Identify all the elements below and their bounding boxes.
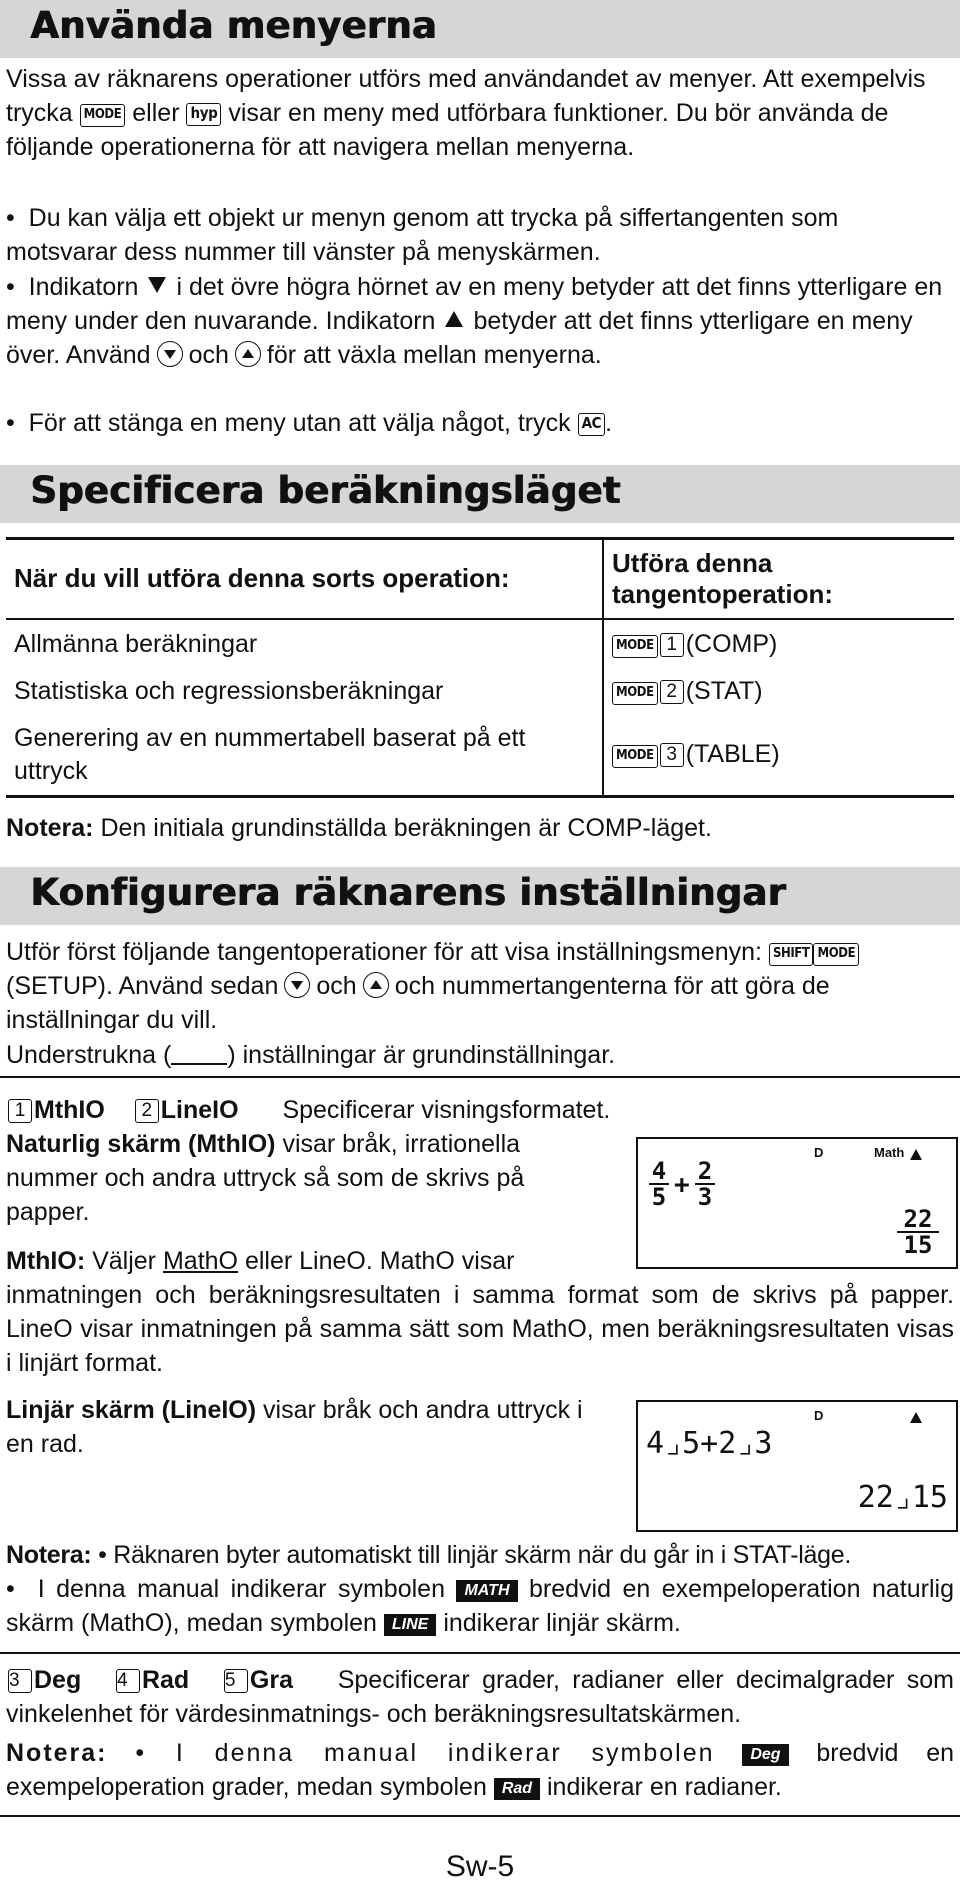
up-triangle-icon [910, 1149, 922, 1160]
section-title: Specificera beräkningsläget [30, 469, 621, 512]
down-triangle-icon [148, 277, 166, 293]
up-arrow-key-icon [363, 972, 389, 998]
section-header-menus [0, 0, 960, 58]
mode-table [6, 537, 954, 798]
display-note-badges: • I denna manual indikerar symbolen MATH bredvid en exempeloperation naturlig skärm (MathO), medan symbolen LINE indikerar linjär skärm. [6, 1572, 954, 1640]
bullet-indicators: • Indikatorn i det övre högra hörnet av en meny betyder att det finns ytterligare en meny under den nuvarande. Indikatorn betyder att det finns ytterligare en meny över. Använd och för att växla mellan menyerna. [6, 270, 954, 372]
angle-unit-option: 3 Deg 4 Rad 5 Gra Specificerar grader, radianer eller decimalgrader som vinkelenhet för värdesinmatnings- och beräkningsresultatskärmen. [6, 1666, 954, 1728]
natural-display-screen: D Math 4 5 + 2 3 22 15 [636, 1137, 958, 1269]
down-arrow-key-icon [157, 341, 183, 367]
section-title: Konfigurera räknarens inställningar [30, 871, 786, 914]
down-arrow-key-icon [284, 972, 310, 998]
fraction: 4 5 [648, 1159, 670, 1209]
settings-intro: Utför först följande tangentoperationer för att visa inställningsmenyn: SHIFT MODE(SETUP). Använd sedan och och nummertangenterna för att göra de inställningar du vill. [6, 935, 954, 1037]
table-row: Generering av en nummertabell baserat på ett uttryck MODE 3 (TABLE) [6, 715, 954, 797]
angle-note: Notera: • I denna manual indikerar symbolen Deg bredvid en exempeloperation grader, medan symbolen Rad indikerar en radianer. [6, 1736, 954, 1804]
display-format-option: 1 MthIO 2 LineIO Specificerar visningsformatet. [6, 1093, 954, 1127]
divider [0, 1815, 960, 1817]
natural-display-text: Naturlig skärm (MthIO) visar bråk, irrationella nummer och andra uttryck så som de skrivs på papper. [6, 1130, 525, 1226]
up-arrow-key-icon [235, 341, 261, 367]
table-row: Statistiska och regressionsberäkningar MODE 2 (STAT) [6, 669, 954, 715]
underline-sample [171, 1063, 227, 1065]
deg-badge: Deg [742, 1744, 788, 1766]
bullet-close-menu: • För att stänga en meny utan att välja något, tryck AC . [6, 406, 954, 440]
underline-note: Understrukna ( ) inställningar är grundinställningar. [6, 1041, 616, 1069]
section-header-settings [0, 867, 960, 925]
bullet-select-item: • Du kan välja ett objekt ur menyn genom att trycka på siffertangenten som motsvarar dess nummer till vänster på menyskärmen. [6, 201, 954, 269]
hyp-key: hyp [186, 103, 221, 126]
fraction: 2 3 [694, 1159, 716, 1209]
mode-key: MODE [813, 943, 859, 966]
line-badge: LINE [384, 1614, 436, 1636]
linear-display-text: Linjär skärm (LineIO) visar bråk och andra uttryck i en rad. [6, 1396, 583, 1458]
mthio-continued: inmatningen och beräkningsresultaten i samma format som de skrivs på papper. LineO visar inmatningen på samma sätt som MathO, men beräkningsresultaten visas i linjärt format. [6, 1281, 954, 1377]
up-triangle-icon [445, 311, 463, 327]
display-note: Notera: • Räknaren byter automatiskt till linjär skärm när du går in i STAT-läge. [6, 1538, 954, 1572]
divider [0, 1076, 960, 1078]
menus-intro: Vissa av räknarens operationer utförs med användandet av menyer. Att exempelvis trycka MODE eller hyp visar en meny med utförbara funktioner. Du bör använda de följande operationerna för att navigera mellan menyerna. [6, 65, 926, 161]
result-fraction: 22 15 [896, 1207, 940, 1257]
linear-display-screen: D 4⌟5+2⌟3 22⌟15 [636, 1400, 958, 1532]
up-triangle-icon [910, 1412, 922, 1423]
ac-key: AC [578, 413, 606, 436]
mode-key: MODE [80, 104, 126, 127]
mthio-line: MthIO: Väljer MathO eller LineO. MathO visar [6, 1247, 515, 1275]
shift-key: SHIFT [769, 943, 814, 966]
math-badge: MATH [456, 1580, 517, 1602]
divider [0, 1652, 960, 1654]
table-row: Allmänna beräkningar MODE 1 (COMP) [6, 619, 954, 669]
rad-badge: Rad [494, 1778, 540, 1800]
section-title: Använda menyerna [30, 4, 437, 47]
page-number: Sw-5 [445, 1850, 515, 1883]
section-header-mode [0, 465, 960, 523]
mode-note: Notera: Den initiala grundinställda beräkningen är COMP-läget. [6, 814, 712, 842]
table-header-row: När du vill utföra denna sorts operation: Utföra denna tangentoperation: [6, 539, 954, 619]
